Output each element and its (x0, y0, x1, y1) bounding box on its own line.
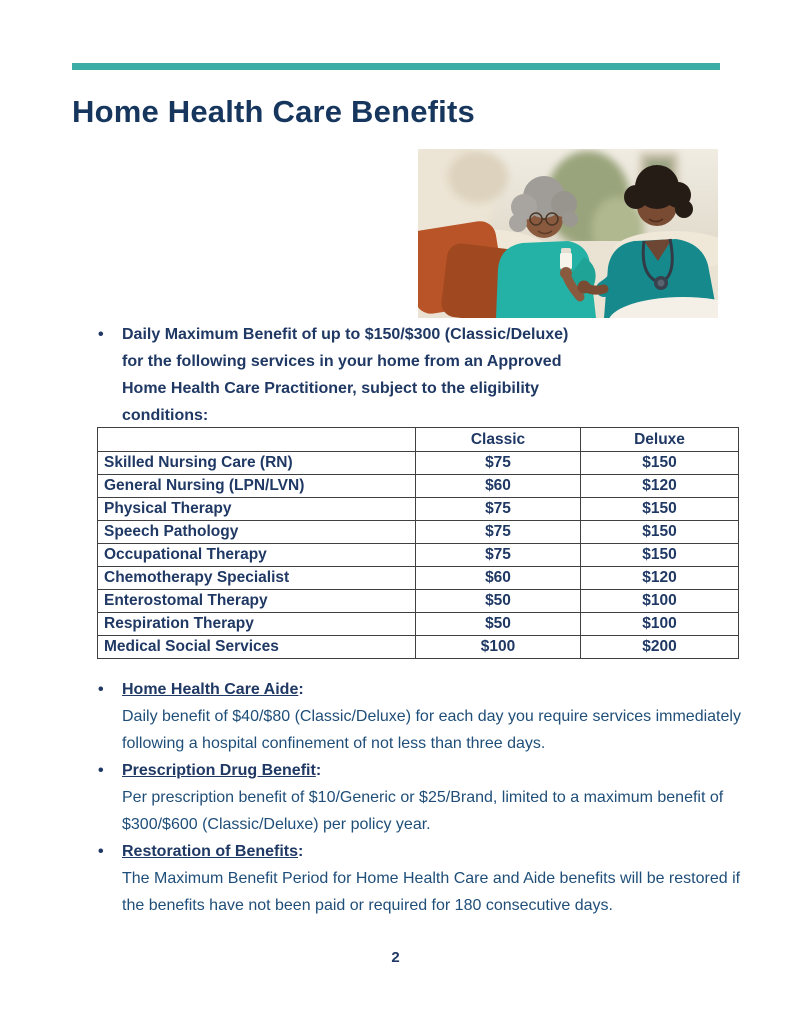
service-cell: Occupational Therapy (98, 544, 416, 567)
caregiver-photo (418, 149, 718, 318)
classic-amount-cell: $100 (416, 636, 581, 659)
table-row (98, 521, 739, 544)
benefit-heading-colon: : (315, 762, 322, 779)
table-row (98, 452, 739, 475)
benefit-item-prescription-drug (98, 757, 732, 838)
bullet-icon: • (98, 681, 104, 698)
table-row (98, 590, 739, 613)
service-cell: Chemotherapy Specialist (98, 567, 416, 590)
classic-amount-cell: $50 (416, 613, 581, 636)
benefit-heading-colon: : (298, 681, 304, 698)
benefit-heading-line (122, 676, 747, 703)
table-header-row (98, 428, 739, 452)
deluxe-amount-cell: $150 (581, 544, 739, 567)
deluxe-amount-cell: $120 (581, 567, 739, 590)
benefit-body: The Maximum Benefit Period for Home Health Care and Aide benefits will be restored if the benefits have not been paid or required for 180 consecutive days. (122, 870, 741, 914)
benefit-heading-line (122, 757, 747, 784)
service-cell: Speech Pathology (98, 521, 416, 544)
table-header-deluxe: Deluxe (581, 428, 739, 452)
service-cell: Enterostomal Therapy (98, 590, 416, 613)
table-row (98, 636, 739, 659)
classic-amount-cell: $75 (416, 498, 581, 521)
benefit-heading-line (122, 838, 747, 865)
bullet-icon: • (98, 762, 104, 779)
benefit-body: Daily benefit of $40/$80 (Classic/Deluxe) for each day you require services immediately following a hospital confinement of not less than three days. (122, 708, 741, 752)
classic-amount-cell: $75 (416, 544, 581, 567)
bullet-icon: • (98, 326, 104, 343)
accent-rule (72, 63, 720, 70)
service-cell: General Nursing (LPN/LVN) (98, 475, 416, 498)
benefit-item-restoration (98, 838, 741, 919)
table-row (98, 498, 739, 521)
classic-amount-cell: $60 (416, 475, 581, 498)
benefit-body: Per prescription benefit of $10/Generic or $25/Brand, limited to a maximum benefit of $300/$600 (Classic/Deluxe) per policy year. (122, 789, 724, 833)
page-number: 2 (391, 949, 400, 966)
table-row (98, 544, 739, 567)
benefit-heading: Prescription Drug Benefit (122, 762, 316, 779)
deluxe-amount-cell: $150 (581, 452, 739, 475)
table-row (98, 475, 739, 498)
service-cell: Physical Therapy (98, 498, 416, 521)
benefit-list (98, 676, 741, 919)
deluxe-amount-cell: $100 (581, 613, 739, 636)
table-header-classic: Classic (416, 428, 581, 452)
bullet-icon: • (98, 843, 104, 860)
classic-amount-cell: $60 (416, 567, 581, 590)
table-row (98, 567, 739, 590)
table-header-service (98, 428, 416, 452)
classic-amount-cell: $75 (416, 452, 581, 475)
caregiver-photo-illustration (418, 149, 718, 318)
service-cell: Medical Social Services (98, 636, 416, 659)
deluxe-amount-cell: $120 (581, 475, 739, 498)
service-cell: Respiration Therapy (98, 613, 416, 636)
benefit-heading: Home Health Care Aide (122, 681, 299, 698)
benefit-heading-colon: : (298, 843, 304, 860)
intro-bullet (98, 321, 576, 429)
classic-amount-cell: $75 (416, 521, 581, 544)
benefit-heading: Restoration of Benefits (122, 843, 299, 860)
deluxe-amount-cell: $200 (581, 636, 739, 659)
deluxe-amount-cell: $150 (581, 498, 739, 521)
deluxe-amount-cell: $150 (581, 521, 739, 544)
deluxe-amount-cell: $100 (581, 590, 739, 613)
table-row (98, 613, 739, 636)
intro-bullet-text: Daily Maximum Benefit of up to $150/$300 (Classic/Deluxe) for the following services in your home from an Approved Home Health Care Practitioner, subject to the eligibility conditions: (122, 326, 569, 424)
service-cell: Skilled Nursing Care (RN) (98, 452, 416, 475)
benefits-table (97, 427, 739, 659)
benefit-item-home-health-care-aide (98, 676, 741, 757)
page-title: Home Health Care Benefits (72, 94, 475, 129)
classic-amount-cell: $50 (416, 590, 581, 613)
